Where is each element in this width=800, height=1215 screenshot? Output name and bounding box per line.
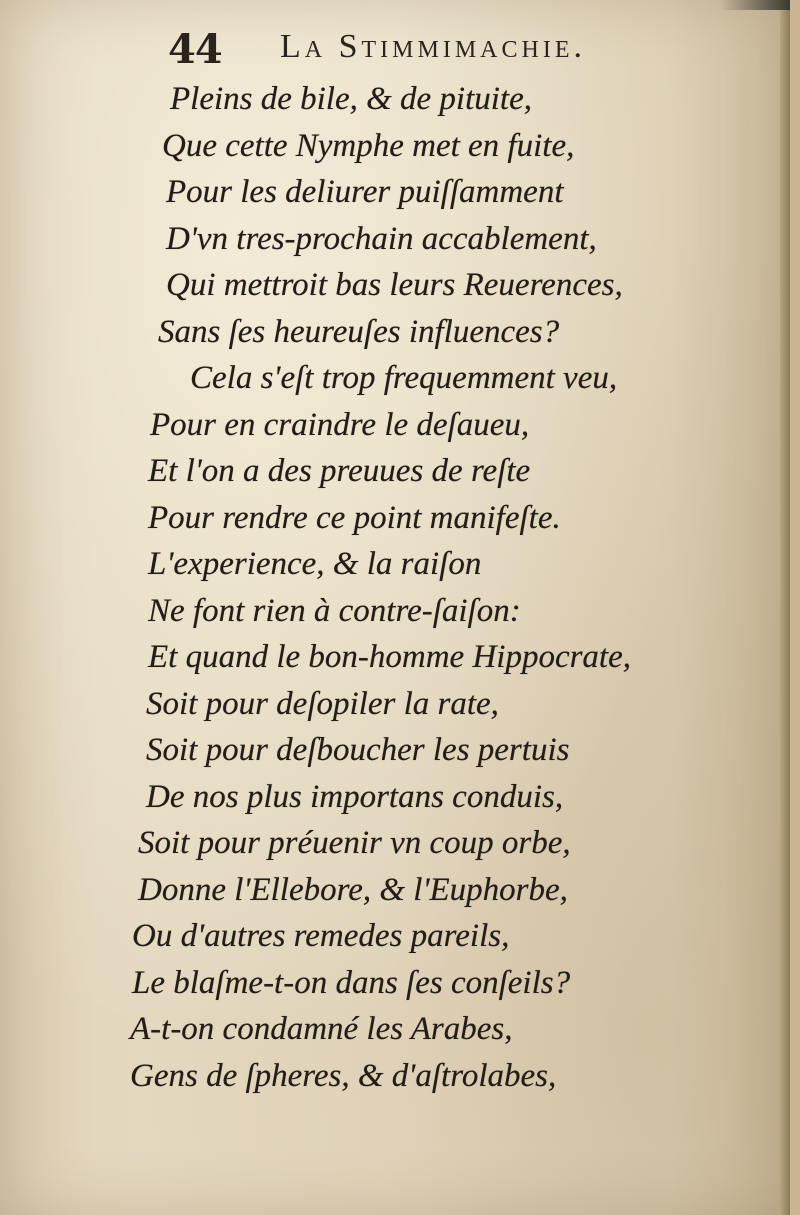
verse-line: De nos plus importans conduis, (146, 778, 564, 815)
verse-line: Soit pour deſopiler la rate, (146, 685, 499, 722)
verse-line: Ou d'autres remedes pareils, (132, 918, 510, 954)
verse-line: Ne font rien à contre-ſaiſon: (148, 592, 521, 629)
verse-line: Et quand le bon-homme Hippocrate, (148, 639, 631, 675)
verse-line: Pour rendre ce point manifeſte. (148, 499, 561, 536)
verse-line: Soit pour préuenir vn coup orbe, (138, 825, 571, 861)
verse-line: Pour les deliurer puiſſamment (166, 174, 564, 210)
verse-line: Le blaſme-t-on dans ſes conſeils? (132, 964, 571, 1001)
verse-line: Que cette Nymphe met en fuite, (162, 127, 575, 164)
verse-line: L'experience, & la raiſon (148, 546, 482, 582)
verse-line: Pleins de bile, & de pituite, (170, 81, 533, 117)
verse-line: Et l'on a des preuues de reſte (148, 453, 531, 489)
verse-line: Gens de ſpheres, & d'aſtrolabes, (130, 1057, 557, 1094)
verse-line: D'vn tres-prochain accablement, (166, 220, 597, 257)
verse-line: Donne l'Ellebore, & l'Euphorbe, (138, 871, 568, 908)
running-title: La Stimmimachie. (280, 28, 586, 65)
verse-line: Sans ſes heureuſes influences? (158, 313, 560, 350)
page-edge (780, 0, 790, 1215)
verse-line: Pour en craindre le deſaueu, (150, 406, 530, 443)
verse-line: Qui mettroit bas leurs Reuerences, (166, 267, 623, 303)
page-number: 44 (168, 26, 222, 73)
verse-text (130, 76, 730, 1099)
verse-line: Cela s'eſt trop frequemment veu, (190, 360, 618, 396)
page-edge-shadow (720, 0, 790, 10)
verse-line: A-t-on condamné les Arabes, (130, 1011, 513, 1047)
page-header (168, 26, 708, 76)
verse-line: Soit pour deſboucher les pertuis (146, 732, 570, 768)
